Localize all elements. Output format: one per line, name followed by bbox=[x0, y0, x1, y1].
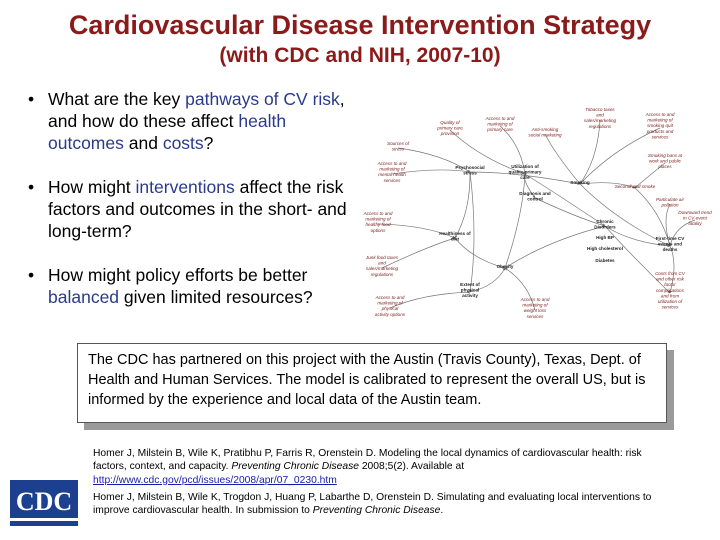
reference-2-text: Homer J, Milstein B, Wile K, Trogdon J, Huang P, Labarthe D, Orenstein D. Simulating and evaluating local interventions to improve cardiovascular health. In submission to bbox=[93, 491, 652, 517]
diagram-node-obesity: Obesity bbox=[496, 264, 514, 269]
diagram-node-junk: Junk food taxes and sales/marketing regulations bbox=[365, 255, 399, 277]
bullet-1-text: and bbox=[123, 133, 163, 153]
bullet-1-highlight: health outcomes bbox=[48, 111, 287, 153]
diagram-node-psycho: Psychosocial stress bbox=[455, 165, 485, 176]
bullet-3-text: given limited resources? bbox=[119, 287, 313, 307]
diagram-node-healthy: Healthiness of diet bbox=[439, 231, 471, 242]
bullet-symbol: • bbox=[28, 265, 35, 285]
diagram-node-util: Utilization of quality primary care bbox=[508, 164, 542, 181]
slide-subtitle: (with CDC and NIH, 2007-10) bbox=[219, 44, 501, 67]
bullet-1-text: What are the key bbox=[48, 89, 186, 109]
diagram-node-access_mkt: Access to and marketing of primary care bbox=[485, 116, 515, 133]
bullet-1-highlight: pathways of CV risk bbox=[185, 89, 340, 109]
diagram-node-smokeban: Smoking bans at work and public places bbox=[647, 153, 683, 170]
diagram-node-tobacco: Tobacco taxes and sales/marketing regulations bbox=[583, 108, 617, 129]
bullet-item-2 bbox=[26, 176, 356, 242]
diagram-node-downward: Downward trend in CV event fatality bbox=[678, 210, 712, 227]
diagram-node-sources: Sources of stress bbox=[387, 141, 409, 152]
diagram-node-chronic: Chronic Disorders bbox=[594, 219, 616, 230]
diagram-node-smoking: Smoking bbox=[570, 180, 590, 185]
reference-1-text: Homer J, Milstein B, Wile K, Pratibhu P, Farris R, Orenstein D. Modeling the local dynamics of cardiovascular health: risk factors, context, and capacity. bbox=[93, 448, 642, 473]
diagram-link bbox=[545, 134, 580, 184]
reference-1-tail: 2008;5(2). Available at bbox=[358, 461, 465, 473]
slide-title: Cardiovascular Disease Intervention Strategy bbox=[68, 10, 652, 40]
bullet-1-text: ? bbox=[203, 133, 214, 153]
reference-2-journal: Preventing Chronic Disease bbox=[312, 505, 441, 517]
reference-1-journal: Preventing Chronic Disease bbox=[231, 461, 359, 473]
bullet-item-1 bbox=[26, 88, 356, 154]
diagram-node-access_food: Access to and marketing of healthy food options bbox=[363, 211, 393, 233]
diagram-node-antismoke: Anti-smoking social marketing bbox=[528, 127, 562, 138]
diagram-node-pm: Particulate air pollution bbox=[655, 197, 685, 208]
svg-text:CDC: CDC bbox=[15, 487, 73, 516]
bullet-2-highlight: interventions bbox=[135, 177, 235, 197]
diagram-node-extent: Extent of physical activity bbox=[460, 282, 480, 299]
references bbox=[93, 447, 653, 521]
diagram-node-costs: Costs from CV and other risk factor complications and from utilization of services bbox=[655, 271, 685, 310]
diagram-link bbox=[505, 174, 525, 268]
diagram-link bbox=[535, 198, 605, 226]
reference-2-tail: . bbox=[440, 505, 444, 517]
reference-1 bbox=[93, 447, 653, 487]
bullet-symbol: • bbox=[28, 177, 35, 197]
diagram-node-quality: Quality of primary care provision bbox=[437, 120, 463, 137]
diagram-node-access_weight: Access to and marketing of weight loss services bbox=[520, 297, 550, 319]
diagram-node-highbp: High BP bbox=[596, 235, 614, 240]
diagram-node-access_mental: Access to and marketing of mental health services bbox=[377, 161, 407, 183]
causal-loop-diagram bbox=[350, 108, 715, 333]
diagram-node-access_ces: Access to and marketing of smoking quit products and services bbox=[645, 112, 675, 140]
cdc-logo bbox=[10, 480, 78, 526]
bullet-item-3 bbox=[26, 264, 356, 308]
bullet-2-text: How might bbox=[48, 177, 136, 197]
reference-1-link[interactable]: http://www.cdc.gov/pcd/issues/2008/apr/07_0230.htm bbox=[93, 474, 337, 486]
bullet-1-highlight: costs bbox=[162, 133, 204, 153]
reference-2 bbox=[93, 491, 653, 518]
partnership-note: The CDC has partnered on this project with the Austin (Travis County), Texas, Dept. of Health and Human Services. The model is calibrated to represent the overall US, but is informed by the experience and local data of the Austin team. bbox=[77, 343, 667, 423]
diagram-link bbox=[382, 238, 455, 268]
bullet-1-text: , and how do these affect bbox=[48, 89, 345, 131]
diagram-node-secondhand: Secondhand smoke bbox=[614, 184, 656, 189]
diagram-link bbox=[455, 172, 470, 238]
diagram-node-diagnosis: Diagnosis and control bbox=[519, 191, 551, 202]
diagram-node-firsttime: First-time CV events and deaths bbox=[655, 236, 685, 253]
diagram-node-access_rec: Access to and marketing of physical activity options bbox=[374, 295, 406, 317]
diagram-node-highchol: High cholesterol bbox=[587, 246, 623, 251]
bullet-2-text: affect the risk factors and outcomes in the short- and long-term? bbox=[48, 177, 347, 241]
diagram-node-diabetes: Diabetes bbox=[595, 258, 615, 263]
bullet-symbol: • bbox=[28, 89, 35, 109]
bullet-3-text: How might policy efforts be better bbox=[48, 265, 308, 285]
bullet-list bbox=[26, 88, 356, 330]
bullet-3-highlight: balanced bbox=[48, 287, 120, 307]
